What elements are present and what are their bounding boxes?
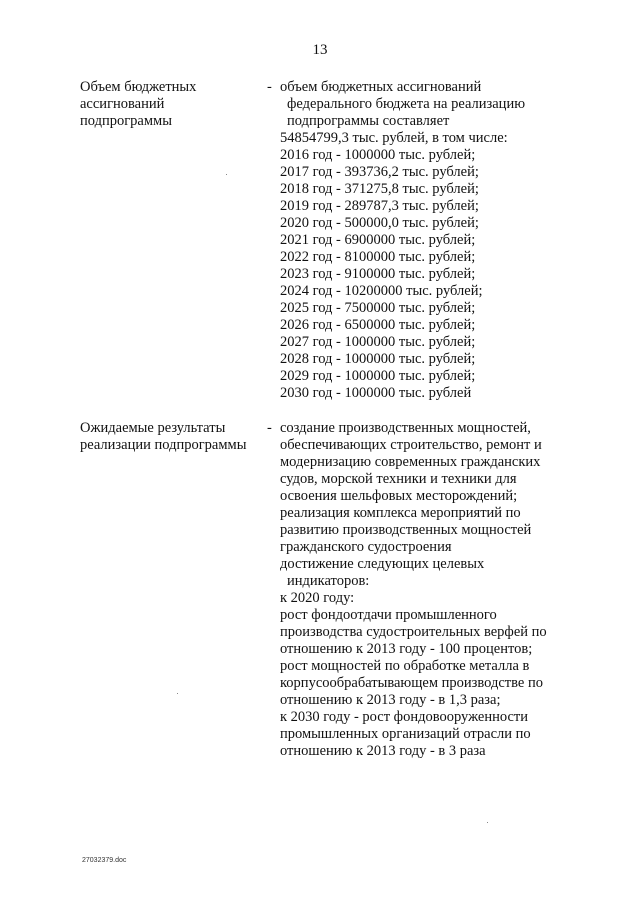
results-line: к 2020 году: bbox=[280, 590, 355, 606]
funding-label bbox=[80, 79, 255, 130]
scan-speck bbox=[226, 174, 227, 175]
funding-year-line: 2022 год - 8100000 тыс. рублей; bbox=[280, 249, 476, 265]
funding-year-line: 2025 год - 7500000 тыс. рублей; bbox=[280, 300, 476, 316]
results-line: промышленных организаций отрасли по bbox=[280, 726, 531, 742]
results-label-line: Ожидаемые результаты bbox=[80, 420, 226, 436]
document-id: 27032379.doc bbox=[82, 857, 127, 864]
results-line: рост мощностей по обработке металла в bbox=[280, 658, 530, 674]
results-line: развитию производственных мощностей bbox=[280, 522, 532, 538]
scan-speck bbox=[487, 822, 488, 823]
funding-label-line: ассигнований bbox=[80, 96, 165, 112]
results-line: отношению к 2013 году - в 3 раза bbox=[280, 743, 486, 759]
funding-year-line: 2029 год - 1000000 тыс. рублей; bbox=[280, 368, 476, 384]
funding-year-line: 2027 год - 1000000 тыс. рублей; bbox=[280, 334, 476, 350]
results-line: корпусообрабатывающем производстве по bbox=[280, 675, 543, 691]
results-line: гражданского судостроения bbox=[280, 539, 452, 555]
funding-line: 54854799,3 тыс. рублей, в том числе: bbox=[280, 130, 508, 146]
results-line: достижение следующих целевых bbox=[280, 556, 485, 572]
results-line: создание производственных мощностей, bbox=[280, 420, 531, 436]
funding-year-line: 2030 год - 1000000 тыс. рублей bbox=[280, 385, 472, 401]
page-number: 13 bbox=[312, 42, 328, 58]
results-body bbox=[280, 420, 580, 760]
results-line: к 2030 году - рост фондовооруженности bbox=[280, 709, 529, 725]
results-line: рост фондоотдачи промышленного bbox=[280, 607, 497, 623]
results-dash: - bbox=[267, 420, 272, 436]
funding-year-line: 2021 год - 6900000 тыс. рублей; bbox=[280, 232, 476, 248]
funding-label-line: подпрограммы bbox=[80, 113, 172, 129]
results-line: судов, морской техники и техники для bbox=[280, 471, 517, 487]
results-line: индикаторов: bbox=[287, 573, 370, 589]
results-line: производства судостроительных верфей по bbox=[280, 624, 547, 640]
results-line: обеспечивающих строительство, ремонт и bbox=[280, 437, 542, 453]
funding-label-line: Объем бюджетных bbox=[80, 79, 197, 95]
results-line: отношению к 2013 году - в 1,3 раза; bbox=[280, 692, 501, 708]
funding-year-line: 2026 год - 6500000 тыс. рублей; bbox=[280, 317, 476, 333]
scan-speck bbox=[177, 693, 178, 694]
funding-dash: - bbox=[267, 79, 272, 95]
results-label-line: реализации подпрограммы bbox=[80, 437, 247, 453]
funding-year-line: 2017 год - 393736,2 тыс. рублей; bbox=[280, 164, 479, 180]
results-line: реализация комплекса мероприятий по bbox=[280, 505, 521, 521]
results-line: отношению к 2013 году - 100 процентов; bbox=[280, 641, 533, 657]
funding-year-line: 2023 год - 9100000 тыс. рублей; bbox=[280, 266, 476, 282]
funding-line: объем бюджетных ассигнований bbox=[280, 79, 482, 95]
funding-year-line: 2018 год - 371275,8 тыс. рублей; bbox=[280, 181, 479, 197]
funding-body bbox=[280, 79, 580, 402]
funding-year-line: 2016 год - 1000000 тыс. рублей; bbox=[280, 147, 476, 163]
funding-year-line: 2028 год - 1000000 тыс. рублей; bbox=[280, 351, 476, 367]
results-line: освоения шельфовых месторождений; bbox=[280, 488, 518, 504]
funding-line: федерального бюджета на реализацию bbox=[287, 96, 526, 112]
funding-line: подпрограммы составляет bbox=[287, 113, 450, 129]
funding-year-line: 2024 год - 10200000 тыс. рублей; bbox=[280, 283, 483, 299]
results-label bbox=[80, 420, 255, 454]
funding-year-line: 2019 год - 289787,3 тыс. рублей; bbox=[280, 198, 479, 214]
results-line: модернизацию современных гражданских bbox=[280, 454, 541, 470]
funding-year-line: 2020 год - 500000,0 тыс. рублей; bbox=[280, 215, 479, 231]
